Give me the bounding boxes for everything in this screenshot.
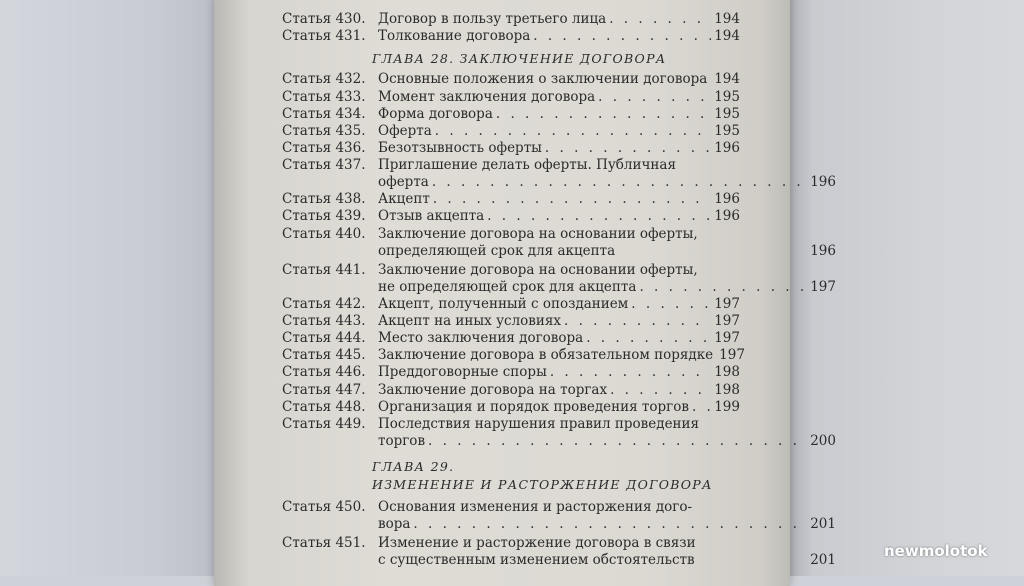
toc-entry: [282, 347, 745, 364]
page-number: 194: [714, 11, 740, 27]
article-title-cont: с существенным изменением обстоятельств: [378, 552, 695, 568]
toc-entry: [282, 123, 740, 140]
article-number: Статья 436.: [282, 140, 366, 156]
leader-dots: [487, 208, 711, 225]
leader-dots: [609, 11, 711, 28]
article-number: Статья 433.: [282, 89, 366, 105]
watermark-part1: new: [884, 542, 919, 560]
leader-dots: [550, 364, 711, 381]
article-number: Статья 451.: [282, 535, 366, 551]
page-number: 198: [714, 364, 740, 380]
page-number: 196: [810, 174, 836, 190]
leader-dots: [428, 433, 807, 450]
leader-dots: [586, 330, 711, 347]
article-number: Статья 439.: [282, 208, 366, 224]
toc-entry-continuation: [282, 433, 836, 450]
article-number: Статья 431.: [282, 28, 366, 44]
page-number: 197: [810, 279, 836, 295]
toc-entry: [282, 330, 740, 347]
article-number: Статья 447.: [282, 382, 366, 398]
leader-dots: [432, 174, 807, 191]
leader-dots: [433, 191, 711, 208]
page-number: 201: [810, 552, 836, 568]
article-number: Статья 441.: [282, 262, 366, 278]
article-title: Акцепт: [378, 191, 430, 207]
toc-entry: [282, 499, 740, 516]
page-number: 196: [714, 191, 740, 207]
toc-entry: [282, 296, 740, 313]
toc-entry: [282, 157, 740, 174]
page-number: 196: [714, 140, 740, 156]
article-number: Статья 448.: [282, 399, 366, 415]
article-title-cont: вора: [378, 516, 411, 532]
leader-dots: [631, 296, 711, 313]
article-number: Статья 437.: [282, 157, 366, 173]
toc-entry-continuation: [282, 552, 836, 569]
article-title: Договор в пользу третьего лица: [378, 11, 607, 27]
page-number: 198: [714, 382, 740, 398]
toc-entry-continuation: [282, 243, 836, 260]
article-title: Приглашение делать оферты. Публичная: [378, 157, 676, 173]
chapter-heading: ИЗМЕНЕНИЕ И РАСТОРЖЕНИЕ ДОГОВОРА: [372, 477, 713, 492]
article-title: Безотзывность оферты: [378, 140, 542, 156]
page-number: 196: [810, 243, 836, 259]
leader-dots: [610, 382, 711, 399]
leader-dots: [545, 140, 711, 157]
leader-dots: [639, 279, 807, 296]
article-title-cont: не определяющей срок для акцепта: [378, 279, 637, 295]
toc-entry: [282, 208, 740, 225]
page-number: 196: [714, 208, 740, 224]
toc-entry: [282, 535, 740, 552]
leader-dots: [435, 123, 711, 140]
article-title: Оферта: [378, 123, 432, 139]
article-title: Преддоговорные споры: [378, 364, 547, 380]
watermark-part2: molotok: [918, 542, 988, 560]
article-number: Статья 444.: [282, 330, 366, 346]
article-title-cont: оферта: [378, 174, 429, 190]
article-title: Отзыв акцепта: [378, 208, 485, 224]
toc-entry: [282, 106, 740, 123]
article-number: Статья 446.: [282, 364, 366, 380]
toc-entry: [282, 28, 740, 45]
article-title-cont: определяющей срок для акцепта: [378, 243, 616, 259]
page-number: 197: [714, 313, 740, 329]
article-title: Толкование договора: [378, 28, 531, 44]
article-title: Акцепт на иных условиях: [378, 313, 562, 329]
page-number: 195: [714, 89, 740, 105]
toc-entry: [282, 416, 740, 433]
toc-entry-continuation: [282, 516, 836, 533]
article-number: Статья 449.: [282, 416, 366, 432]
article-number: Статья 435.: [282, 123, 366, 139]
article-title: Последствия нарушения правил проведения: [378, 416, 700, 432]
article-number: Статья 432.: [282, 71, 366, 87]
page-number: 199: [714, 399, 740, 415]
article-title: Основные положения о заключении договора: [378, 71, 708, 87]
toc-entry: [282, 364, 740, 381]
article-number: Статья 440.: [282, 226, 366, 242]
article-number: Статья 445.: [282, 347, 366, 363]
article-title: Заключение договора в обязательном порядке: [378, 347, 714, 363]
article-number: Статья 443.: [282, 313, 366, 329]
article-title: Момент заключения договора: [378, 89, 596, 105]
page-number: 194: [714, 71, 740, 87]
article-number: Статья 442.: [282, 296, 366, 312]
page-number: 195: [714, 106, 740, 122]
page-number: 200: [810, 433, 836, 449]
toc-entry: [282, 191, 740, 208]
article-title: Организация и порядок проведения торгов: [378, 399, 689, 415]
toc-entry: [282, 89, 740, 106]
toc-entry: [282, 313, 740, 330]
page-number: 194: [714, 28, 740, 44]
article-number: Статья 430.: [282, 11, 366, 27]
watermark-logo: [884, 542, 988, 560]
leader-dots: [533, 28, 711, 45]
article-title: Акцепт, полученный с опозданием: [378, 296, 629, 312]
page-number: 197: [719, 347, 745, 363]
leader-dots: [598, 89, 711, 106]
article-title: Заключение договора на торгах: [378, 382, 608, 398]
article-number: Статья 438.: [282, 191, 366, 207]
leader-dots: [413, 516, 807, 533]
article-number: Статья 434.: [282, 106, 366, 122]
article-title-cont: торгов: [378, 433, 426, 449]
chapter-number: ГЛАВА 29.: [372, 459, 455, 474]
article-title: Изменение и расторжение договора в связи: [378, 535, 696, 551]
toc-entry: [282, 399, 740, 416]
toc-entry-continuation: [282, 279, 836, 296]
page-number: 197: [714, 296, 740, 312]
page-number: 197: [714, 330, 740, 346]
leader-dots: [496, 106, 711, 123]
page-number: 201: [810, 516, 836, 532]
toc-entry: [282, 262, 740, 279]
article-title: Заключение договора на основании оферты,: [378, 262, 698, 278]
article-title: Место заключения договора: [378, 330, 584, 346]
page-number: 195: [714, 123, 740, 139]
leader-dots: [692, 399, 711, 416]
toc-entry: [282, 226, 740, 243]
chapter-heading: ГЛАВА 28. ЗАКЛЮЧЕНИЕ ДОГОВОРА: [372, 51, 667, 66]
article-title: Основания изменения и расторжения дого-: [378, 499, 693, 515]
toc-entry: [282, 382, 740, 399]
toc-entry: [282, 140, 740, 157]
leader-dots: [564, 313, 711, 330]
article-title: Заключение договора на основании оферты,: [378, 226, 698, 242]
article-title: Форма договора: [378, 106, 493, 122]
toc-entry: [282, 71, 740, 88]
toc-entry: [282, 11, 740, 28]
toc-entry-continuation: [282, 174, 836, 191]
article-number: Статья 450.: [282, 499, 366, 515]
